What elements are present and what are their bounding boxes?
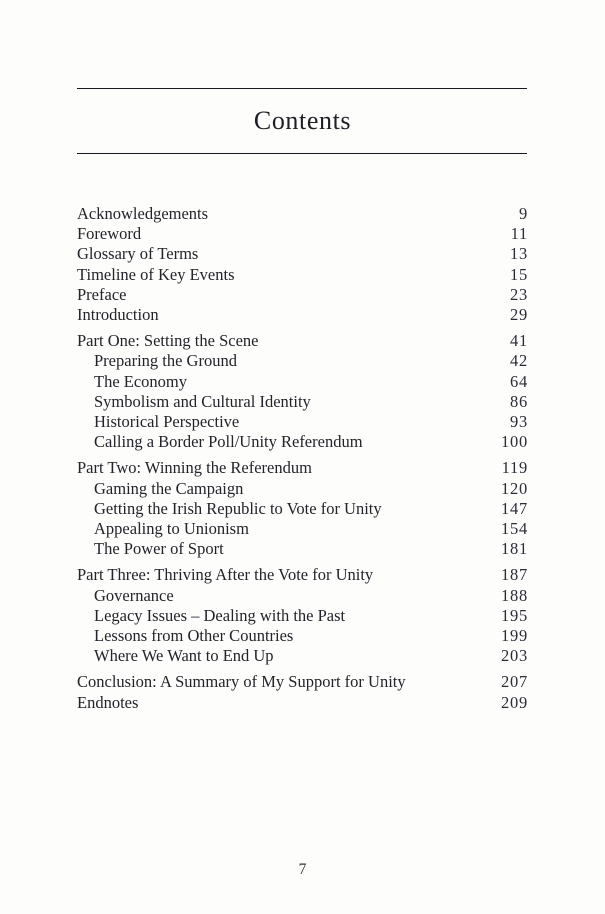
toc-entry [77,539,528,559]
toc-entry [77,499,528,519]
toc-entry-page-number: 100 [501,432,528,452]
toc-entry-title: Part One: Setting the Scene [77,331,259,351]
toc-entry-page-number: 119 [501,458,528,478]
toc-entry [77,224,528,244]
toc-entry [77,693,528,713]
toc-entry-title: Preparing the Ground [94,351,237,371]
toc-entry [77,565,528,585]
toc-entry [77,265,528,285]
toc-entry-title: Where We Want to End Up [94,646,274,666]
toc-entry [77,519,528,539]
toc-entry-title: Legacy Issues – Dealing with the Past [94,605,346,625]
toc-entry-page-number: 15 [510,264,528,284]
toc-entry-title: Glossary of Terms [77,244,199,264]
toc-entry-page-number: 93 [510,412,528,432]
toc-entry-page-number: 13 [510,244,528,264]
toc-entry-page-number: 207 [501,672,528,692]
toc-entry-page-number: 209 [501,692,528,712]
toc-entry [77,412,528,432]
toc-entry [77,204,528,224]
title-rule-top [77,88,527,89]
toc-entry-page-number: 120 [501,478,528,498]
toc-entry-page-number: 41 [510,331,528,351]
toc [77,204,528,713]
toc-entry-page-number: 199 [501,626,528,646]
toc-entry-title: Calling a Border Poll/Unity Referendum [94,432,363,452]
title-rule-bottom [77,153,527,154]
toc-entry-page-number: 42 [510,351,528,371]
toc-entry-title: Timeline of Key Events [77,264,235,284]
toc-entry-title: Endnotes [77,692,139,712]
toc-entry-title: Part Two: Winning the Referendum [77,458,312,478]
toc-entry [77,479,528,499]
toc-entry-page-number: 203 [501,646,528,666]
toc-block [77,204,528,325]
toc-entry [77,672,528,692]
toc-entry-page-number: 195 [501,605,528,625]
toc-entry-page-number: 64 [510,371,528,391]
toc-entry-title: Foreword [77,224,142,244]
toc-entry [77,392,528,412]
folio-page-number: 7 [298,861,307,878]
toc-entry-title: The Power of Sport [94,539,224,559]
toc-entry [77,372,528,392]
toc-entry [77,244,528,264]
toc-block [77,458,528,559]
toc-entry-title: The Economy [94,371,188,391]
toc-block [77,331,528,452]
toc-entry-title: Getting the Irish Republic to Vote for Unity [94,498,382,518]
toc-entry-title: Symbolism and Cultural Identity [94,391,311,411]
toc-entry-page-number: 187 [501,565,528,585]
toc-entry-page-number: 86 [510,391,528,411]
toc-entry [77,646,528,666]
toc-entry [77,458,528,478]
toc-entry-title: Preface [77,284,127,304]
toc-entry-title: Part Three: Thriving After the Vote for Unity [77,565,374,585]
toc-entry-title: Conclusion: A Summary of My Support for Unity [77,672,406,692]
toc-entry-title: Governance [94,585,174,605]
toc-entry-page-number: 11 [510,224,528,244]
toc-entry-page-number: 9 [519,204,528,223]
toc-block [77,565,528,666]
toc-entry-title: Introduction [77,305,159,325]
toc-entry [77,432,528,452]
toc-entry-title: Lessons from Other Countries [94,626,294,646]
toc-entry [77,626,528,646]
toc-entry-page-number: 181 [501,539,528,559]
toc-entry-title: Gaming the Campaign [94,478,244,498]
toc-entry [77,305,528,325]
toc-entry-page-number: 188 [501,585,528,605]
toc-entry-page-number: 29 [510,305,528,325]
page-title: Contents [253,106,352,135]
toc-block [77,672,528,712]
toc-entry-page-number: 154 [501,519,528,539]
toc-entry [77,606,528,626]
toc-entry-title: Appealing to Unionism [94,519,249,539]
toc-entry [77,586,528,606]
toc-entry-title: Historical Perspective [94,412,240,432]
toc-entry-title: Acknowledgements [77,204,209,223]
toc-entry [77,285,528,305]
toc-entry [77,331,528,351]
toc-entry-page-number: 23 [510,284,528,304]
toc-entry-page-number: 147 [501,498,528,518]
toc-entry [77,351,528,371]
